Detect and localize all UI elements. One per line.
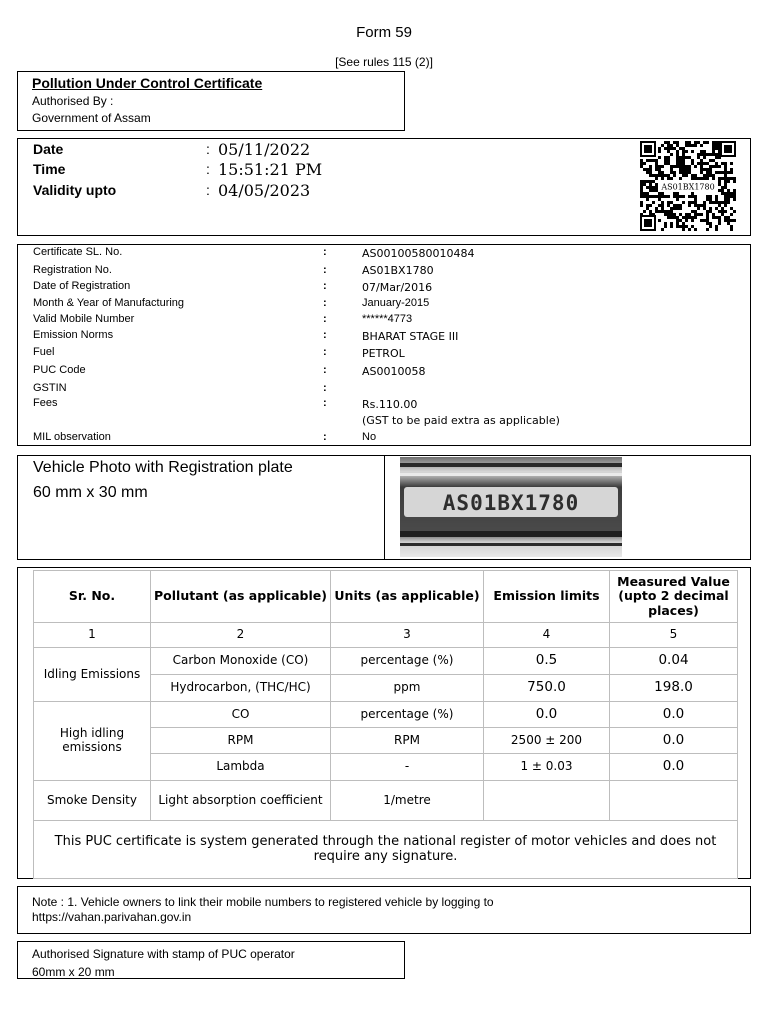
col-number: 5	[610, 623, 738, 648]
limit-cell: 0.5	[484, 648, 610, 675]
group-smoke-density: Smoke Density	[34, 781, 151, 821]
header-emission-limits: Emission limits	[484, 571, 610, 623]
detail-value: BHARAT STAGE III	[362, 330, 459, 343]
table-header-row	[34, 571, 738, 623]
emission-table-box	[17, 567, 751, 879]
limit-cell: 0.0	[484, 702, 610, 728]
col-number: 4	[484, 623, 610, 648]
unit-cell: -	[331, 754, 484, 781]
header-pollutant: Pollutant (as applicable)	[151, 571, 331, 623]
measured-cell	[610, 781, 738, 821]
limit-cell: 2500 ± 200	[484, 728, 610, 754]
group-idling-emissions: Idling Emissions	[34, 648, 151, 702]
detail-label: Emission Norms	[33, 329, 114, 341]
detail-colon: :	[323, 329, 327, 341]
header-sr-no: Sr. No.	[34, 571, 151, 623]
photo-divider	[384, 456, 385, 559]
header-measured-value: Measured Value (upto 2 decimal places)	[610, 571, 738, 623]
rules-reference: [See rules 115 (2)]	[335, 55, 433, 69]
detail-value: PETROL	[362, 347, 405, 360]
detail-label: Date of Registration	[33, 280, 131, 292]
measured-cell: 0.0	[610, 754, 738, 781]
detail-colon: :	[323, 264, 327, 276]
table-footer-row	[34, 821, 738, 879]
qr-finder-top-right	[720, 141, 736, 157]
certificate-heading: Pollution Under Control Certificate	[32, 75, 263, 91]
detail-label: Fees	[33, 397, 58, 409]
unit-cell: percentage (%)	[331, 702, 484, 728]
detail-colon: :	[323, 297, 327, 309]
detail-label: Registration No.	[33, 264, 112, 276]
limit-cell	[484, 781, 610, 821]
col-number: 2	[151, 623, 331, 648]
measured-cell: 0.0	[610, 702, 738, 728]
note-box	[17, 886, 751, 934]
signature-size: 60mm x 20 mm	[32, 965, 115, 979]
time-value: 15:51:21 PM	[218, 160, 323, 179]
time-label: Time	[33, 161, 66, 177]
emission-table	[33, 570, 738, 879]
measured-cell: 198.0	[610, 675, 738, 702]
detail-label: PUC Code	[33, 364, 86, 376]
detail-value: Rs.110.00	[362, 398, 418, 411]
table-row	[34, 702, 738, 728]
unit-cell: ppm	[331, 675, 484, 702]
detail-label: Fuel	[33, 346, 55, 358]
detail-label: GSTIN	[33, 382, 67, 394]
authority-box	[17, 71, 405, 131]
detail-value: ******4773	[362, 313, 413, 325]
group-high-idling-emissions: High idling emissions	[34, 702, 151, 781]
detail-colon: :	[323, 313, 327, 325]
detail-label: Month & Year of Manufacturing	[33, 297, 185, 309]
authority-name: Government of Assam	[32, 111, 151, 125]
vehicle-photo-box	[17, 455, 751, 560]
detail-value: January-2015	[362, 297, 430, 309]
photo-title: Vehicle Photo with Registration plate	[33, 459, 293, 476]
unit-cell: 1/metre	[331, 781, 484, 821]
table-row	[34, 648, 738, 675]
qr-finder-top-left	[640, 141, 656, 157]
pollutant-cell: RPM	[151, 728, 331, 754]
pollutant-cell: Lambda	[151, 754, 331, 781]
measured-cell: 0.0	[610, 728, 738, 754]
detail-label: Certificate SL. No.	[33, 246, 123, 258]
col-number: 1	[34, 623, 151, 648]
table-number-row	[34, 623, 738, 648]
vahan-link[interactable]: https://vahan.parivahan.gov.in	[32, 910, 192, 924]
col-number: 3	[331, 623, 484, 648]
note-text: Note : 1. Vehicle owners to link their mobile numbers to registered vehicle by logging to	[32, 895, 494, 909]
detail-colon: :	[323, 364, 327, 376]
unit-cell: RPM	[331, 728, 484, 754]
detail-colon: :	[323, 280, 327, 292]
date-colon: :	[206, 141, 210, 157]
form-title: Form 59	[356, 24, 412, 41]
signature-box	[17, 941, 405, 979]
detail-colon: :	[323, 346, 327, 358]
system-generated-note: This PUC certificate is system generated through the national register of motor vehicles and does not require any signature.	[34, 821, 738, 879]
pollutant-cell: Hydrocarbon, (THC/HC)	[151, 675, 331, 702]
qr-label: AS01BX1780	[661, 182, 715, 192]
authorised-by-label: Authorised By :	[32, 94, 114, 108]
validity-colon: :	[206, 182, 210, 198]
unit-cell: percentage (%)	[331, 648, 484, 675]
detail-colon: :	[323, 382, 327, 394]
registration-plate-photo	[400, 457, 622, 557]
validity-label: Validity upto	[33, 182, 117, 198]
validity-box	[17, 138, 751, 236]
measured-cell: 0.04	[610, 648, 738, 675]
detail-value: No	[362, 431, 377, 443]
detail-label: Valid Mobile Number	[33, 313, 135, 325]
date-value: 05/11/2022	[218, 140, 311, 159]
detail-colon: :	[323, 431, 327, 443]
date-label: Date	[33, 141, 64, 157]
table-row	[34, 781, 738, 821]
detail-value: AS01BX1780	[362, 264, 434, 277]
limit-cell: 750.0	[484, 675, 610, 702]
detail-value: AS00100580010484	[362, 247, 475, 260]
pollutant-cell: Carbon Monoxide (CO)	[151, 648, 331, 675]
time-colon: :	[206, 161, 210, 177]
fees-gst-note: (GST to be paid extra as applicable)	[362, 414, 560, 427]
validity-value: 04/05/2023	[218, 181, 311, 200]
qr-finder-bottom-left	[640, 215, 656, 231]
photo-size: 60 mm x 30 mm	[33, 484, 148, 501]
detail-value: 07/Mar/2016	[362, 281, 433, 294]
signature-label: Authorised Signature with stamp of PUC operator	[32, 947, 295, 961]
pollutant-cell: CO	[151, 702, 331, 728]
detail-label: MIL observation	[33, 431, 111, 443]
pollutant-cell: Light absorption coefficient	[151, 781, 331, 821]
detail-colon: :	[323, 246, 327, 258]
plate-text: AS01BX1780	[442, 491, 580, 515]
qr-code	[638, 139, 738, 233]
limit-cell: 1 ± 0.03	[484, 754, 610, 781]
header-units: Units (as applicable)	[331, 571, 484, 623]
vehicle-details-box	[17, 244, 751, 446]
detail-colon: :	[323, 397, 327, 409]
detail-value: AS0010058	[362, 365, 426, 378]
